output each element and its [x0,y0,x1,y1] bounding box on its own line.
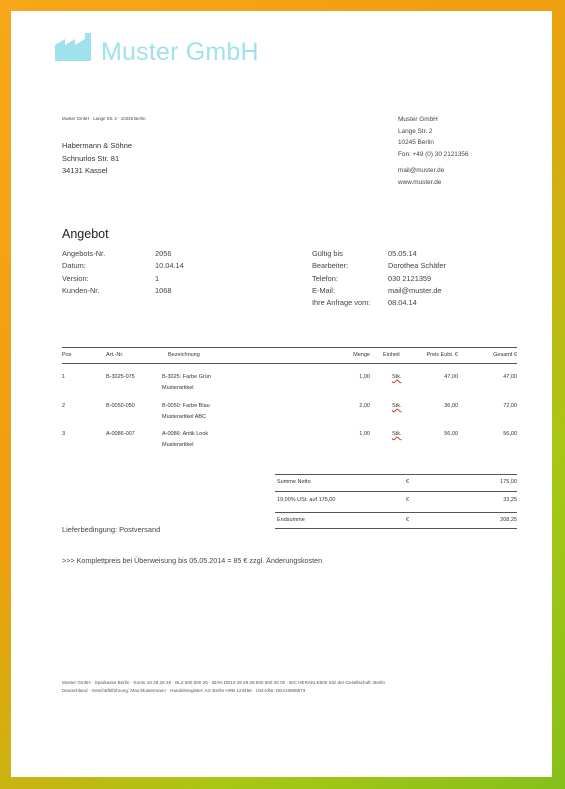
col-header-qty: Menge [353,352,370,358]
net-currency: € [406,479,410,485]
meta-value[interactable]: mail@muster.de [388,285,442,295]
meta-row [312,273,482,285]
price-note: >>> Komplettpreis bei Überweisung bis 05.05.2014 = 85 € zzgl. Änderungskosten [62,556,323,565]
cell-desc-sub: Musterartikel ABC [162,414,207,420]
cell-unit: Stk. [392,374,402,380]
recipient-city: 34131 Kassel [62,166,108,175]
meta-value: Dorothea Schäfer [388,261,446,271]
cell-art: B-0050-050 [106,403,135,409]
totals-bottom-rule [275,528,517,529]
col-header-total: Gesamt € [493,352,517,358]
meta-row [312,285,482,297]
meta-label: Telefon: [312,273,338,283]
cell-total: 56,00 [503,431,517,437]
cell-desc [162,429,208,451]
cell-total: 47,00 [503,374,517,380]
cell-desc-line: A-0086: Antik Look [162,431,209,437]
net-value: 175,00 [500,479,517,485]
meta-row [312,248,482,260]
cell-art: A-0086-007 [106,431,135,437]
col-header-price: Preis Eubt. € [426,352,458,358]
meta-label: Kunden-Nr. [62,285,100,295]
recipient-street: Schnurlos Str. 81 [62,153,120,163]
meta-value: 05.05.14 [388,249,417,258]
vat-currency: € [406,497,410,503]
sender-street: Lange Str. 2 [398,127,433,135]
col-header-art: Art.-Nr. [106,352,124,358]
recipient-name: Habermann & Söhne [62,141,133,150]
sender-email[interactable]: mail@muster.de [398,167,445,174]
document-title: Angebot [62,227,109,241]
net-label: Summe Netto [277,479,311,485]
sender-name: Muster GmbH [398,116,438,123]
meta-value: 1068 [155,285,172,295]
sender-web[interactable]: www.muster.de [398,178,442,186]
sender-city: 10245 Berlin [398,139,434,146]
cell-total: 72,00 [503,403,517,409]
cell-unit: Stk. [392,431,402,437]
totals-sum-rule [275,512,517,513]
delivery-terms: Lieferbedingung: Postversand [62,525,161,534]
document-page [11,11,552,777]
meta-left [62,248,212,297]
meta-row [312,260,482,272]
col-header-pos: Pos [62,352,72,358]
totals-mid-rule [275,491,517,492]
cell-desc-sub: Musterartikel [162,442,194,448]
factory-logo-icon [53,31,95,61]
meta-row [62,248,212,260]
meta-value: 1 [155,273,160,283]
cell-price: 47,00 [444,374,458,380]
table-top-rule [62,347,517,348]
cell-pos: 1 [62,374,66,380]
meta-value: 08.04.14 [388,298,417,308]
meta-value: 030 2121359 [388,273,432,283]
cell-qty: 2,00 [359,403,370,409]
sum-label: Endsumme [277,517,305,523]
footer-line-1: Muster GmbH · Sparkasse Berlin · Konto 10 28 28 28 · BLZ 500 500 25 · IBAN DE10 28 28 28 500 500 26 00 · BIC HERAKLE500 Sitz der Gesellschaft: Berlin [62,680,386,685]
sum-value: 208,25 [500,517,517,523]
cell-qty: 1,00 [359,431,370,437]
cell-price: 36,00 [444,403,458,409]
cell-art: B-3025-075 [106,374,135,380]
cell-unit: Stk. [392,403,402,409]
sender-block [398,114,469,188]
company-name: Muster GmbH [101,38,259,66]
cell-pos: 2 [62,403,66,409]
sender-phone: Fon: +49 (0) 30 2121356 [398,150,469,158]
recipient-address [62,140,132,178]
cell-price: 56,00 [444,431,458,437]
totals-top-rule [275,474,517,475]
meta-row [312,297,482,309]
cell-desc [162,401,210,423]
cell-desc-line: B-3025: Farbe Grün [162,374,211,380]
meta-label: Gültig bis [312,249,343,258]
meta-row [62,285,212,297]
cell-desc [162,372,211,394]
sum-currency: € [406,517,410,523]
cell-pos: 3 [62,431,66,437]
sender-line: Muster GmbH · Lange Str. 2 · 10245 Berlin [62,116,146,121]
meta-label: Datum: [62,261,86,271]
meta-label: Version: [62,273,89,283]
meta-value: 10.04.14 [155,261,184,271]
meta-label: Angebots-Nr. [62,249,106,258]
cell-desc-sub: Musterartikel [162,385,194,391]
meta-label: E-Mail: [312,285,335,295]
meta-right [312,248,482,309]
col-header-desc: Bezeichnung [168,352,200,358]
table-header-rule [62,363,517,364]
meta-value: 2056 [155,249,172,258]
meta-label: Ihre Anfrage vom: [312,298,371,308]
vat-value: 33,25 [503,497,517,503]
cell-qty: 1,00 [359,374,370,380]
meta-label: Bearbeiter: [312,261,349,271]
col-header-unit: Einheit [383,352,400,358]
cell-desc-line: B-0050: Farbe Blau [162,403,210,409]
footer-line-2: Deutschland · Geschäftsführung: Max Mustermann · Handelsregister: AG Berlin HRB 123456 · USt-IdNr. DE216598573 [62,688,306,693]
meta-row [62,273,212,285]
vat-label: 19,00% USt. auf 175,00 [277,497,336,503]
meta-row [62,260,212,272]
